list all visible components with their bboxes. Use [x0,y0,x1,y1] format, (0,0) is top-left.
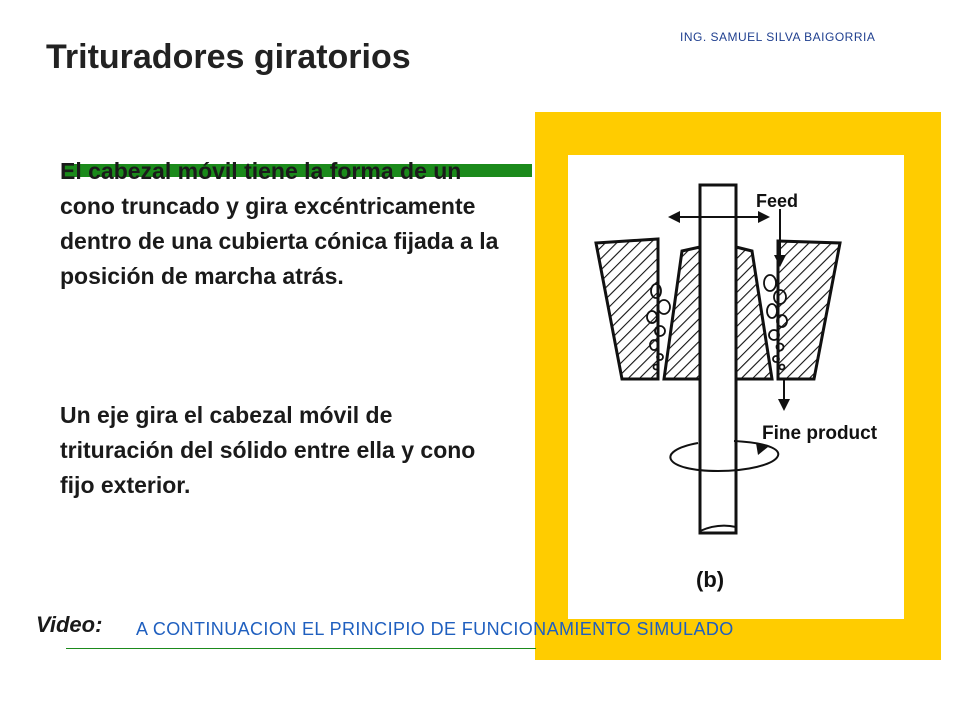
slide-title: Trituradores giratorios [46,38,411,76]
video-label: Video: [36,612,103,637]
author-credit: ING. SAMUEL SILVA BAIGORRIA [680,30,876,44]
fixed-cone-left [596,239,658,379]
paragraph-shaft: Un eje gira el cabezal móvil de trituración del sólido entre ella y cono fijo exterior. [60,402,476,498]
crusher-diagram [568,155,904,619]
fixed-cone-right [778,241,840,379]
figure-label: (b) [696,567,725,592]
mantle-left [664,247,700,379]
feed-label: Feed [756,191,799,211]
footer-rule [66,648,536,649]
fine-product-label: Fine product [762,423,878,444]
video-caption-link[interactable]: A CONTINUACION EL PRINCIPIO DE FUNCIONAMIENTO SIMULADO [136,619,734,639]
paragraph-description: El cabezal móvil tiene la forma de un cono truncado y gira excéntricamente dentro de una cubierta cónica fijada a la posición de marcha atrás. [60,158,499,289]
shaft [700,185,736,533]
